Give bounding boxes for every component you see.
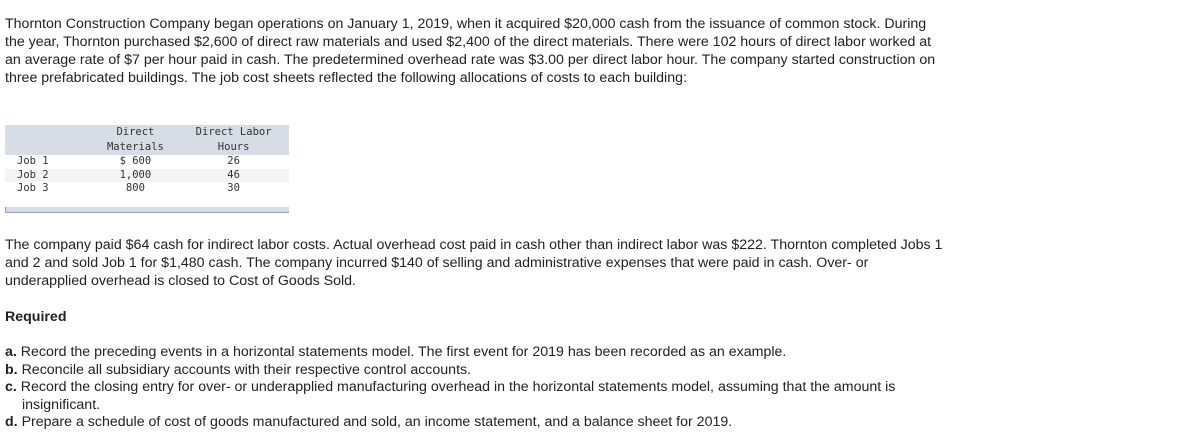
job-hours: 30 xyxy=(178,182,289,196)
requirement-letter: a. xyxy=(5,344,17,360)
requirements-list xyxy=(5,344,945,432)
second-paragraph: The company paid $64 cash for indirect labor costs. Actual overhead cost paid in cash other than indirect labor was $222. Thornton completed Jobs 1 and 2 and sold Job 1 for $1,480 cash. The company incurred $140 of selling and administrative expenses that were paid in cash. Over- or underapplied overhead is closed to Cost of Goods Sold. xyxy=(5,237,943,289)
header-job xyxy=(5,125,93,155)
table-header-row xyxy=(5,125,289,155)
requirement-letter: d. xyxy=(5,414,18,430)
requirement-text: Reconcile all subsidiary accounts with their respective control accounts. xyxy=(21,361,472,378)
job-name: Job 1 xyxy=(5,155,93,169)
table-row xyxy=(5,169,289,183)
job-hours: 26 xyxy=(178,155,289,169)
list-item xyxy=(5,379,945,414)
job-cost-table xyxy=(5,125,289,196)
header-hours-line1: Direct Labor xyxy=(195,126,272,138)
requirement-text: Prepare a schedule of cost of goods manufactured and sold, an income statement, and a balance sheet for 2019. xyxy=(21,414,733,430)
requirement-letter: c. xyxy=(5,379,17,395)
job-materials: 800 xyxy=(93,182,179,196)
requirement-text: Record the preceding events in a horizontal statements model. The first event for 2019 has been recorded as an example. xyxy=(20,344,787,360)
requirement-letter: b. xyxy=(5,361,18,378)
job-materials: $ 600 xyxy=(93,155,179,169)
list-item xyxy=(5,344,945,362)
header-materials-line1: Direct xyxy=(116,126,155,138)
job-materials: 1,000 xyxy=(93,169,179,183)
job-name: Job 2 xyxy=(5,169,93,183)
list-item xyxy=(5,414,945,432)
header-materials-line2: Materials xyxy=(106,141,164,153)
list-item xyxy=(5,362,945,380)
header-hours-line2: Hours xyxy=(217,141,250,153)
header-direct-labor-hours xyxy=(178,125,289,155)
intro-paragraph: Thornton Construction Company began operations on January 1, 2019, when it acquired $20,000 cash from the issuance of common stock. During the year, Thornton purchased $2,600 of direct raw materials and used $2,400 of the direct materials. There were 102 hours of direct labor worked at an average rate of $7 per hour paid in cash. The predetermined overhead rate was $3.00 per direct labor hour. The company started construction on three prefabricated buildings. The job cost sheets reflected the following allocations of costs to each building: xyxy=(5,16,936,86)
job-name: Job 3 xyxy=(5,182,93,196)
job-hours: 46 xyxy=(178,169,289,183)
table-row xyxy=(5,155,289,169)
table-footer-bar xyxy=(5,207,289,213)
table-row xyxy=(5,182,289,196)
required-heading: Required xyxy=(5,309,67,325)
header-direct-materials xyxy=(93,125,179,155)
requirement-text: Record the closing entry for over- or underapplied manufacturing overhead in the horizontal statements model, assuming that the amount is insignificant. xyxy=(20,379,896,413)
